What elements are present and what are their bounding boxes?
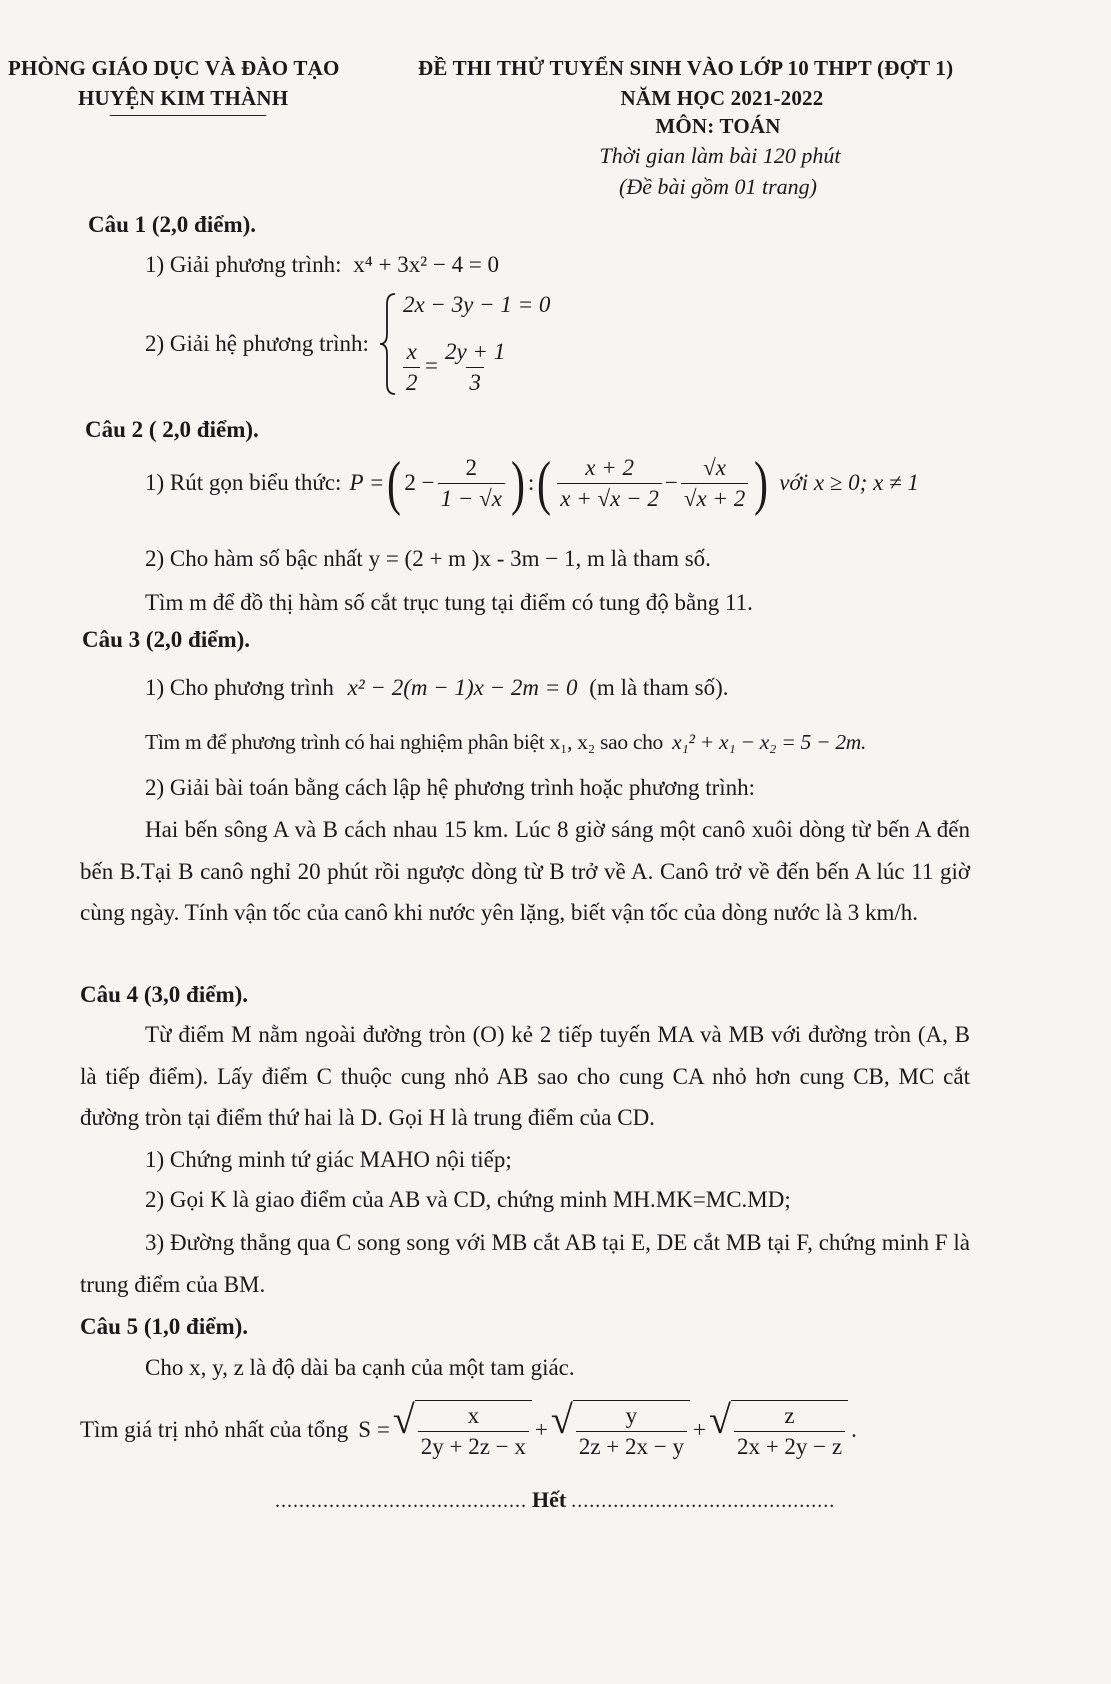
school-year: NĂM HỌC 2021-2022 <box>620 86 824 110</box>
q3-part2: 2) Giải bài toán bằng cách lập hệ phương trình hoặc phương trình: <box>145 775 756 800</box>
q3-condition-text: Tìm m để phương trình có hai nghiệm phân biệt x₁, x₂ sao cho <box>145 730 663 754</box>
q3-part1-line2 <box>145 730 866 755</box>
question-5-title: Câu 5 (1,0 điểm). <box>80 1314 249 1339</box>
sqrt-term: √ $\frac{y}{2z + 2x - y}$ <box>551 1400 690 1460</box>
q1-part1-equation: x⁴ + 3x² − 4 = 0 <box>353 252 500 277</box>
fraction-denominator: 3 <box>466 367 484 396</box>
system-equation-2 <box>403 339 550 396</box>
question-1-title: Câu 1 (2,0 điểm). <box>88 212 257 237</box>
q4-item-1: 1) Chứng minh tứ giác MAHO nội tiếp; <box>145 1147 512 1172</box>
fraction-numerator: 2 <box>465 454 477 480</box>
question-2-title: Câu 2 ( 2,0 điểm). <box>85 417 259 442</box>
fraction-denominator: 2x + 2y − z <box>734 1431 845 1460</box>
fraction-numerator: x + 2 <box>585 454 634 480</box>
fraction-denominator: 1 − √x <box>438 483 505 512</box>
fraction-denominator: √x + 2 <box>681 483 748 512</box>
district-name: HUYỆN KIM THÀNH <box>78 86 289 110</box>
s-lhs: S = <box>358 1417 390 1442</box>
expr-lhs: P = <box>349 470 385 495</box>
sqrt-term: √ $\frac{z}{2x + 2y - z}$ <box>709 1400 848 1460</box>
sqrt-term: √ $\frac{x}{2y + 2z - x}$ <box>393 1400 532 1460</box>
q3-part1-label: 1) Cho phương trình <box>145 675 334 700</box>
minus-sign: − <box>664 470 678 495</box>
q4-text: Từ điểm M nằm ngoài đường tròn (O) kẻ 2 tiếp tuyến MA và MB với đường tròn (A, B là tiếp điểm). Lấy điểm C thuộc cung nhỏ AB sao cho cung CA nhỏ hơn cung CB, MC cắt đường tròn tại điểm thứ hai là D. Gọi H là trung điểm của CD. <box>80 1022 970 1130</box>
exam-title: ĐỀ THI THỬ TUYỂN SINH VÀO LỚP 10 THPT (ĐỢT 1) <box>418 56 954 80</box>
q2-part2: 2) Cho hàm số bậc nhất y = (2 + m )x - 3m − 1, m là tham số. <box>145 546 711 571</box>
q1-part2-label: 2) Giải hệ phương trình: <box>145 331 369 356</box>
question-4-title: Câu 4 (3,0 điểm). <box>80 982 249 1007</box>
end-label: Hết <box>532 1487 567 1512</box>
q3-part1 <box>145 675 729 701</box>
q1-part2 <box>145 292 550 396</box>
plus-sign: + <box>534 1417 548 1442</box>
time-limit: Thời gian làm bài 120 phút <box>599 143 841 168</box>
q3-note: (m là tham số). <box>589 675 729 700</box>
page-count: (Đề bài gồm 01 trang) <box>619 174 817 199</box>
fraction-denominator: 2z + 2x − y <box>576 1431 687 1460</box>
fraction-denominator: 2y + 2z − x <box>418 1431 529 1460</box>
department-name: PHÒNG GIÁO DỤC VÀ ĐÀO TẠO <box>8 56 340 80</box>
fraction-denominator: 2 <box>403 367 421 396</box>
system-equations <box>403 292 550 396</box>
header-underline <box>110 115 266 116</box>
equals-sign: = <box>423 352 439 378</box>
q3-problem-text: Hai bến sông A và B cách nhau 15 km. Lúc 8 giờ sáng một canô xuôi dòng từ bến A đến bến B.Tại B canô nghỉ 20 phút rồi ngược dòng từ B trở về A. Canô trở về đến bến A lúc 11 giờ cùng ngày. Tính vận tốc của canô khi nước yên lặng, biết vận tốc của dòng nước là 3 km/h. <box>80 817 970 925</box>
fraction-numerator: y <box>625 1403 638 1428</box>
question-3-title: Câu 3 (2,0 điểm). <box>82 627 251 652</box>
q3-equation: x² − 2(m − 1)x − 2m = 0 <box>347 675 578 700</box>
q2-part2-line2: Tìm m để đồ thị hàm số cắt trục tung tại điểm có tung độ bằng 11. <box>145 590 753 615</box>
q2-part1-label: 1) Rút gọn biểu thức: <box>145 470 342 495</box>
q4-item-3: 3) Đường thẳng qua C song song với MB cắt AB tại E, DE cắt MB tại F, chứng minh F là trung điểm của BM. <box>80 1230 970 1297</box>
q2-part1: 1) Rút gọn biểu thức: P = ( 2 − $\frac{2}{1 - √x}$ ) : ( $\frac{x + 2}{x + √x - 2}$ − $\frac{√x}{√x + 2}$ ) với x ≥ 0; x ≠ 1 <box>145 450 919 516</box>
q5-label: Tìm giá trị nhỏ nhất của tổng <box>80 1417 349 1442</box>
q1-part1 <box>145 252 499 278</box>
plus-sign: + <box>693 1417 706 1442</box>
system-equation-1: 2x − 3y − 1 = 0 <box>402 292 551 317</box>
fraction-numerator: z <box>784 1403 795 1428</box>
q5-line2 <box>80 1397 857 1460</box>
division-sign: : <box>527 470 535 495</box>
footer-dots-left: .......................................... <box>275 1490 527 1512</box>
period: . <box>851 1417 857 1442</box>
footer-end <box>275 1487 835 1513</box>
footer-dots-right: ............................................ <box>571 1490 836 1512</box>
fraction-numerator: x <box>406 339 417 364</box>
q4-item-2: 2) Gọi K là giao điểm của AB và CD, chứng minh MH.MK=MC.MD; <box>145 1187 791 1212</box>
fraction-numerator: 2y + 1 <box>444 339 506 364</box>
expr-term: 2 − <box>404 470 435 495</box>
subject: MÔN: TOÁN <box>655 114 781 138</box>
q3-condition-equation: x₁² + x₁ − x₂ = 5 − 2m. <box>672 730 867 754</box>
fraction-numerator: x <box>467 1403 480 1428</box>
q5-line1: Cho x, y, z là độ dài ba cạnh của một tam giác. <box>145 1355 575 1380</box>
expr-condition: với x ≥ 0; x ≠ 1 <box>779 470 919 495</box>
system-brace <box>377 292 399 396</box>
fraction-denominator: x + √x − 2 <box>557 483 662 512</box>
q1-part1-label: 1) Giải phương trình: <box>145 252 342 277</box>
fraction-numerator: √x <box>703 454 726 480</box>
